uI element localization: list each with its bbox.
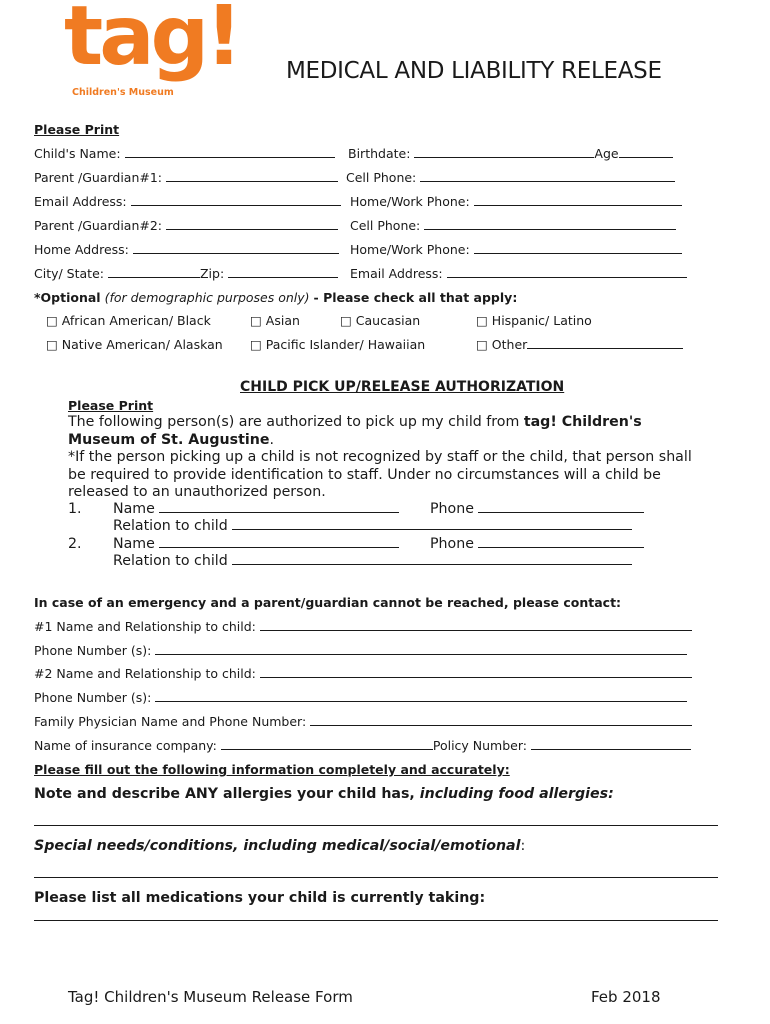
checkbox-label: Caucasian bbox=[355, 313, 421, 328]
physician-label: Family Physician Name and Phone Number: bbox=[34, 714, 307, 729]
please-print-label: Please Print bbox=[34, 122, 120, 137]
age-label: Age bbox=[594, 146, 619, 161]
guardian1-label: Parent /Guardian#1: bbox=[34, 170, 163, 185]
checkbox-icon[interactable]: □ bbox=[46, 313, 58, 328]
cell-phone1-line[interactable] bbox=[420, 170, 675, 182]
person1-number: 1. bbox=[68, 501, 82, 517]
checkbox-label: Asian bbox=[265, 313, 300, 328]
footer-date: Feb 2018 bbox=[591, 988, 661, 1006]
guardian1-line[interactable] bbox=[166, 170, 338, 182]
checkbox-hispanic[interactable] bbox=[476, 313, 592, 328]
child-name-field[interactable] bbox=[34, 146, 335, 161]
home-address-label: Home Address: bbox=[34, 242, 129, 257]
birthdate-field[interactable] bbox=[348, 146, 673, 161]
person2-phone-label: Phone bbox=[430, 536, 474, 552]
email1-label: Email Address: bbox=[34, 194, 127, 209]
checkbox-label: Pacific Islander/ Hawaiian bbox=[265, 337, 426, 352]
checkbox-pacific-islander[interactable] bbox=[250, 337, 425, 352]
insurance-line[interactable] bbox=[221, 738, 433, 750]
person1-name-field[interactable] bbox=[113, 501, 399, 517]
pickup-paragraph bbox=[68, 414, 698, 502]
home-work-phone2-field[interactable] bbox=[350, 242, 682, 257]
checkbox-label: African American/ Black bbox=[61, 313, 211, 328]
age-line[interactable] bbox=[619, 146, 673, 158]
checkbox-icon[interactable]: □ bbox=[250, 337, 262, 352]
person1-relation-label: Relation to child bbox=[113, 518, 228, 534]
medications-prompt: Please list all medications your child is currently taking: bbox=[34, 890, 486, 906]
person2-relation-field[interactable] bbox=[113, 553, 632, 569]
child-name-label: Child's Name: bbox=[34, 146, 121, 161]
optional-instruction: - Please check all that apply: bbox=[313, 290, 518, 305]
guardian1-field[interactable] bbox=[34, 170, 338, 185]
email1-field[interactable] bbox=[34, 194, 341, 209]
city-state-line[interactable] bbox=[108, 266, 200, 278]
child-name-line[interactable] bbox=[125, 146, 335, 158]
emergency-contact1-field[interactable] bbox=[34, 619, 692, 634]
person1-name-label: Name bbox=[113, 501, 155, 517]
emergency-contact2-field[interactable] bbox=[34, 666, 692, 681]
checkbox-label: Hispanic/ Latino bbox=[491, 313, 592, 328]
checkbox-icon[interactable]: □ bbox=[46, 337, 58, 352]
checkbox-label: Native American/ Alaskan bbox=[61, 337, 223, 352]
guardian2-label: Parent /Guardian#2: bbox=[34, 218, 163, 233]
page-title: MEDICAL AND LIABILITY RELEASE bbox=[286, 58, 662, 84]
person2-phone-field[interactable] bbox=[430, 536, 644, 552]
emergency-phone2-field[interactable] bbox=[34, 690, 687, 705]
person1-relation-field[interactable] bbox=[113, 518, 632, 534]
home-work-phone1-field[interactable] bbox=[350, 194, 682, 209]
checkbox-caucasian[interactable] bbox=[340, 313, 420, 328]
allergies-prompt bbox=[34, 786, 614, 802]
emergency-phone1-label: Phone Number (s): bbox=[34, 643, 152, 658]
allergies-label: Note and describe ANY allergies your child has, bbox=[34, 786, 415, 802]
pickup-period: . bbox=[269, 431, 274, 448]
birthdate-label: Birthdate: bbox=[348, 146, 411, 161]
allergies-label-italic: including food allergies: bbox=[419, 786, 614, 802]
medical-instruction: Please fill out the following information completely and accurately: bbox=[34, 762, 510, 777]
checkbox-african-american[interactable] bbox=[46, 313, 211, 328]
checkbox-native-american[interactable] bbox=[46, 337, 223, 352]
guardian2-line[interactable] bbox=[166, 218, 338, 230]
person2-name-field[interactable] bbox=[113, 536, 399, 552]
insurance-label: Name of insurance company: bbox=[34, 738, 217, 753]
special-needs-answer-line[interactable] bbox=[34, 877, 718, 878]
home-work-phone2-line[interactable] bbox=[474, 242, 682, 254]
physician-line[interactable] bbox=[310, 714, 692, 726]
email2-field[interactable] bbox=[350, 266, 687, 281]
person2-number: 2. bbox=[68, 536, 82, 552]
checkbox-icon[interactable]: □ bbox=[340, 313, 352, 328]
email2-line[interactable] bbox=[447, 266, 687, 278]
checkbox-asian[interactable] bbox=[250, 313, 300, 328]
allergies-answer-line[interactable] bbox=[34, 825, 718, 826]
emergency-phone2-label: Phone Number (s): bbox=[34, 690, 152, 705]
special-needs-colon: : bbox=[520, 838, 526, 854]
checkbox-icon[interactable]: □ bbox=[476, 313, 488, 328]
emergency-contact1-line[interactable] bbox=[260, 619, 692, 631]
cell-phone1-field[interactable] bbox=[346, 170, 675, 185]
medications-answer-line[interactable] bbox=[34, 920, 718, 921]
emergency-contact2-label: #2 Name and Relationship to child: bbox=[34, 666, 256, 681]
pickup-museum-name: tag! Children's Museum of St. Augustine bbox=[68, 414, 642, 448]
logo-subtitle: Children's Museum bbox=[72, 87, 174, 98]
optional-note: (for demographic purposes only) bbox=[104, 290, 310, 305]
city-state-field[interactable] bbox=[34, 266, 338, 281]
person2-name-line[interactable] bbox=[159, 536, 399, 548]
museum-logo bbox=[64, 0, 239, 102]
email2-label: Email Address: bbox=[350, 266, 443, 281]
policy-label: Policy Number: bbox=[432, 738, 527, 753]
person2-relation-line[interactable] bbox=[232, 553, 632, 565]
logo-wordmark: tag! bbox=[64, 0, 239, 84]
special-needs-label: Special needs/conditions, including medical/social/emotional bbox=[34, 838, 521, 854]
zip-line[interactable] bbox=[228, 266, 338, 278]
person1-relation-line[interactable] bbox=[232, 518, 632, 530]
checkbox-icon[interactable]: □ bbox=[476, 337, 488, 352]
physician-field[interactable] bbox=[34, 714, 692, 729]
email1-line[interactable] bbox=[131, 194, 341, 206]
optional-demographics bbox=[34, 290, 517, 305]
person1-name-line[interactable] bbox=[159, 501, 399, 513]
person1-phone-label: Phone bbox=[430, 501, 474, 517]
emergency-phone1-field[interactable] bbox=[34, 643, 687, 658]
pickup-notice: *If the person picking up a child is not recognized by staff or the child, that person shall be required to provide identification to staff. Under no circumstances will a child be released to an unauthorized person. bbox=[68, 449, 692, 500]
zip-label: Zip: bbox=[199, 266, 225, 281]
home-work-phone2-label: Home/Work Phone: bbox=[350, 242, 470, 257]
person1-phone-field[interactable] bbox=[430, 501, 644, 517]
city-state-label: City/ State: bbox=[34, 266, 104, 281]
optional-label: *Optional bbox=[34, 290, 101, 305]
guardian2-field[interactable] bbox=[34, 218, 338, 233]
person2-name-label: Name bbox=[113, 536, 155, 552]
other-line[interactable] bbox=[527, 337, 683, 349]
person2-phone-line[interactable] bbox=[478, 536, 644, 548]
home-work-phone1-label: Home/Work Phone: bbox=[350, 194, 470, 209]
home-address-line[interactable] bbox=[133, 242, 339, 254]
cell-phone1-label: Cell Phone: bbox=[346, 170, 417, 185]
emergency-heading: In case of an emergency and a parent/guardian cannot be reached, please contact: bbox=[34, 595, 622, 610]
policy-line[interactable] bbox=[531, 738, 691, 750]
emergency-phone2-line[interactable] bbox=[155, 690, 687, 702]
insurance-field[interactable] bbox=[34, 738, 691, 753]
emergency-contact2-line[interactable] bbox=[260, 666, 692, 678]
emergency-phone1-line[interactable] bbox=[155, 643, 687, 655]
cell-phone2-label: Cell Phone: bbox=[350, 218, 421, 233]
cell-phone2-line[interactable] bbox=[424, 218, 676, 230]
checkbox-label: Other bbox=[491, 337, 528, 352]
home-address-field[interactable] bbox=[34, 242, 339, 257]
checkbox-icon[interactable]: □ bbox=[250, 313, 262, 328]
person1-phone-line[interactable] bbox=[478, 501, 644, 513]
emergency-contact1-label: #1 Name and Relationship to child: bbox=[34, 619, 256, 634]
person2-relation-label: Relation to child bbox=[113, 553, 228, 569]
home-work-phone1-line[interactable] bbox=[474, 194, 682, 206]
pickup-section-title: CHILD PICK UP/RELEASE AUTHORIZATION bbox=[240, 379, 565, 395]
cell-phone2-field[interactable] bbox=[350, 218, 676, 233]
checkbox-other[interactable] bbox=[476, 337, 683, 352]
footer-form-name: Tag! Children's Museum Release Form bbox=[68, 988, 353, 1006]
pickup-intro: The following person(s) are authorized to pick up my child from bbox=[68, 414, 520, 430]
special-needs-prompt bbox=[34, 838, 525, 854]
birthdate-line[interactable] bbox=[414, 146, 594, 158]
pickup-please-print: Please Print bbox=[68, 398, 154, 413]
